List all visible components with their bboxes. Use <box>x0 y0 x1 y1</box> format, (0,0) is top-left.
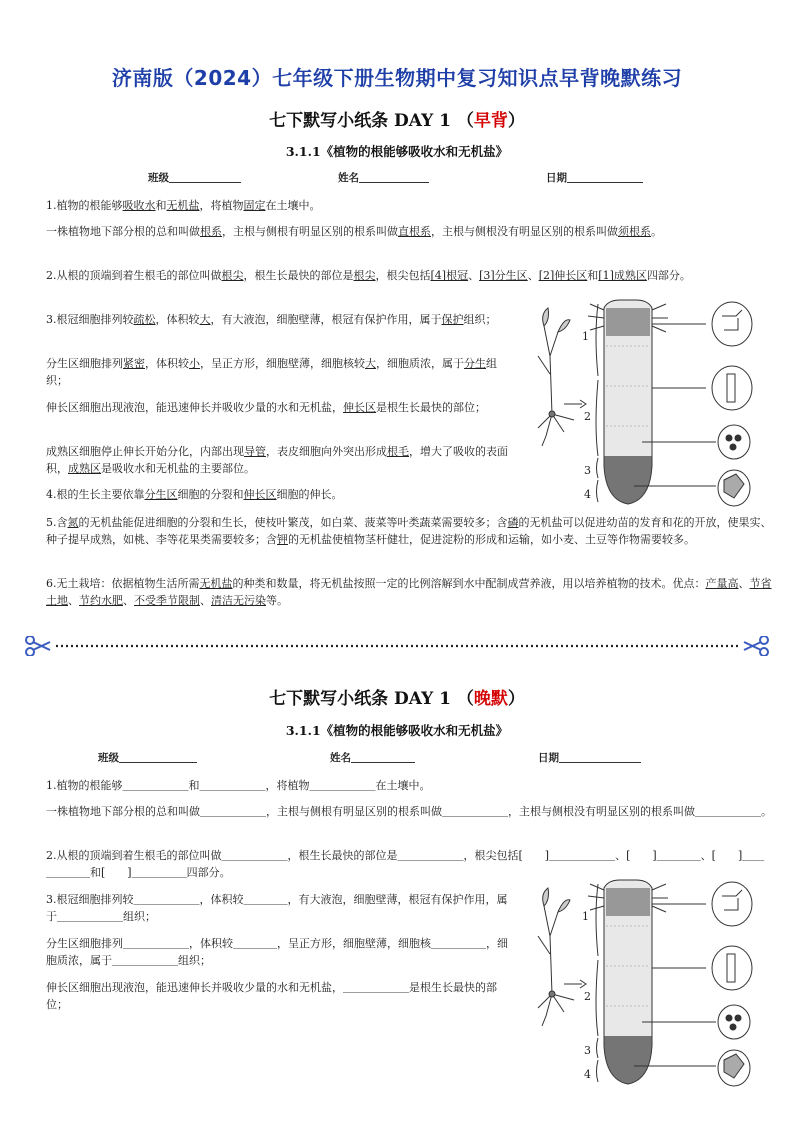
answer-text: 产量高 <box>705 577 739 590</box>
top-p5 <box>46 355 508 389</box>
answer-text: 导管 <box>244 445 266 458</box>
bottom-q4[interactable]: 3.根冠细胞排列较＿＿＿＿＿＿，体积较＿＿＿＿，有大液泡，细胞壁薄，根冠有保护作用，属于＿＿＿＿＿＿组织； <box>46 893 508 923</box>
fig-label-3: 3 <box>584 1044 591 1057</box>
bottom-date-field[interactable]: 日期 <box>538 750 559 765</box>
answer-text: 直根系 <box>398 225 431 238</box>
plain-text: 是吸收水和无机盐的主要部位。 <box>101 462 255 475</box>
plain-text: 的种类和数量，将无机盐按照一定的比例溶解到水中配制成营养液，用以培养植物的技术。优点： <box>232 577 706 590</box>
plain-text: 等。 <box>266 594 288 607</box>
answer-text: 磷 <box>507 516 519 529</box>
answer-text: [1]成熟区 <box>598 269 647 282</box>
answer-text: 伸长区 <box>343 401 376 414</box>
plain-text: 4.根的生长主要依靠 <box>46 488 145 501</box>
seedling-icon <box>538 308 574 446</box>
top-date-field[interactable]: 日期 <box>546 170 567 185</box>
root-tip-figure-top <box>524 296 776 510</box>
answer-text: 成熟区 <box>68 462 101 475</box>
plain-text: 和 <box>587 269 599 282</box>
plain-text: ，表皮细胞向外突出形成 <box>266 445 387 458</box>
top-p3 <box>46 267 772 284</box>
cell-detail-icons <box>712 302 752 506</box>
region-brackets <box>596 304 598 502</box>
answer-text: 伸长区 <box>243 488 277 501</box>
plain-text: ，将植物 <box>199 199 244 212</box>
top-subtitle: 3.1.1《植物的根能够吸收水和无机盐》 <box>285 144 509 159</box>
bottom-subtitle: 3.1.1《植物的根能够吸收水和无机盐》 <box>285 723 509 738</box>
plain-text: 、 <box>68 594 79 607</box>
answer-text: [2]伸长区 <box>538 269 588 282</box>
root-tip-body <box>588 300 668 504</box>
top-section-title <box>0 106 794 131</box>
plain-text: 、 <box>200 594 211 607</box>
answer-text: 吸收水 <box>122 199 156 212</box>
plain-text: ，根生长最快的部位是 <box>243 269 354 282</box>
plain-text: 和 <box>155 199 167 212</box>
seedling-icon <box>538 888 574 1026</box>
top-p10 <box>46 575 772 609</box>
answer-text: 固定 <box>243 199 266 212</box>
bottom-q5[interactable]: 分生区细胞排列＿＿＿＿＿＿，体积较＿＿＿＿，呈正方形，细胞壁薄，细胞核＿＿＿＿＿，细胞质浓，属于＿＿＿＿＿＿组织； <box>46 937 508 967</box>
plain-text: 的无机盐可以促进幼苗的发育和花的开放，使果实、种子提早成熟，如桃、李等花果类需要较多；含 <box>46 516 772 546</box>
fig-label-1: 1 <box>582 330 589 343</box>
plain-text: 是根生长最快的部位； <box>376 401 486 414</box>
plain-text: ，有大液泡，细胞壁薄，根冠有保护作用，属于 <box>210 313 442 326</box>
top-p6 <box>46 399 508 416</box>
top-title-suffix: ） <box>507 111 525 131</box>
fig-label-4: 4 <box>584 1068 591 1081</box>
plain-text: 伸长区细胞出现液泡，能迅速伸长并吸收少量的水和无机盐， <box>46 401 343 414</box>
bottom-q3[interactable]: 2.从根的顶端到着生根毛的部位叫做＿＿＿＿＿＿，根生长最快的部位是＿＿＿＿＿＿，根尖包括[ ]＿＿＿＿＿＿、[ ]＿＿＿＿、[ ]＿＿＿＿＿＿和[ ]＿＿＿＿＿四部分。 <box>46 849 765 879</box>
answer-text: 无机盐 <box>199 577 233 590</box>
plain-text: 1.植物的根能够 <box>46 199 123 212</box>
plain-text: 5.含 <box>46 516 68 529</box>
root-tip-body <box>588 880 668 1084</box>
answer-text: 根毛 <box>387 445 409 458</box>
fig-label-2: 2 <box>584 410 591 423</box>
answer-text: 不受季节限制 <box>134 594 200 607</box>
answer-text: 疏松 <box>133 313 156 326</box>
plain-text: ，体积较 <box>145 357 189 370</box>
plain-text: 、 <box>123 594 134 607</box>
answer-text: 分生区 <box>144 488 178 501</box>
plain-text: ，主根与侧根没有明显区别的根系叫做 <box>431 225 618 238</box>
plain-text: 的无机盐使植物茎杆健壮，促进淀粉的形成和运输，如小麦、土豆等作物需要较多。 <box>288 533 695 546</box>
bottom-class-field[interactable]: 班级 <box>98 750 119 765</box>
plain-text: 3.根冠细胞排列较 <box>46 313 134 326</box>
top-p7 <box>46 443 508 477</box>
answer-text: 紧密 <box>123 357 145 370</box>
answer-text: 钾 <box>277 533 288 546</box>
plain-text: 、 <box>738 577 750 590</box>
fig-label-2: 2 <box>584 990 591 1003</box>
answer-text: 根尖 <box>353 269 376 282</box>
plain-text: ，根尖包括 <box>375 269 431 282</box>
top-p2 <box>46 223 772 240</box>
cell-detail-icons <box>712 882 752 1086</box>
plain-text: 成熟区细胞停止伸长开始分化，内部出现 <box>46 445 244 458</box>
bottom-q6[interactable]: 伸长区细胞出现液泡，能迅速伸长并吸收少量的水和无机盐，＿＿＿＿＿＿是根生长最快的部位； <box>46 981 497 1011</box>
bottom-title-prefix: 七下默写小纸条 DAY 1 （ <box>269 689 474 709</box>
plain-text: 组织； <box>46 357 497 387</box>
bottom-section-title <box>0 684 794 709</box>
answer-text: 根尖 <box>221 269 244 282</box>
scissors-icon-right <box>744 636 768 656</box>
answer-text: 保护 <box>441 313 464 326</box>
plain-text: 分生区细胞排列 <box>46 357 123 370</box>
answer-text: 节约水肥 <box>79 594 123 607</box>
fig-label-3: 3 <box>584 464 591 477</box>
plain-text: 6.无土栽培：依据植物生活所需 <box>46 577 200 590</box>
plain-text: 在土壤中。 <box>265 199 321 212</box>
plain-text: ，呈正方形，细胞壁薄，细胞核较 <box>200 357 365 370</box>
plain-text: ，增大了吸收的表面积， <box>46 445 508 475</box>
bottom-name-field[interactable]: 姓名 <box>330 750 351 765</box>
plain-text: 。 <box>651 225 662 238</box>
plain-text: ，体积较 <box>155 313 200 326</box>
bottom-q2[interactable]: 一株植物地下部分根的总和叫做＿＿＿＿＿＿，主根与侧根有明显区别的根系叫做＿＿＿＿＿＿，主根与侧根没有明显区别的根系叫做＿＿＿＿＿＿。 <box>46 805 772 818</box>
plain-text: 、 <box>468 269 480 282</box>
bottom-title-suffix: ） <box>507 689 525 709</box>
top-p4 <box>46 311 508 328</box>
top-title-prefix: 七下默写小纸条 DAY 1 （ <box>269 111 474 131</box>
plain-text: 一株植物地下部分根的总和叫做 <box>46 225 200 238</box>
scissors-icon-left <box>26 636 50 656</box>
answer-text: 清洁无污染 <box>211 594 266 607</box>
answer-text: 须根系 <box>618 225 651 238</box>
answer-text: 小 <box>189 357 200 370</box>
top-name-field[interactable]: 姓名 <box>338 170 359 185</box>
answer-text: 节省土地 <box>46 577 772 607</box>
plain-text: 、 <box>527 269 539 282</box>
root-tip-figure-bottom <box>524 876 776 1090</box>
top-class-field[interactable]: 班级 <box>148 170 169 185</box>
cut-line <box>22 636 772 656</box>
answer-text: 分生 <box>464 357 486 370</box>
plain-text: 细胞的分裂和 <box>177 488 244 501</box>
top-title-mode: 早背 <box>473 111 508 131</box>
bottom-q1[interactable]: 1.植物的根能够＿＿＿＿＿＿和＿＿＿＿＿＿，将植物＿＿＿＿＿＿在土壤中。 <box>46 779 431 792</box>
top-p9 <box>46 514 772 548</box>
plain-text: 2.从根的顶端到着生根毛的部位叫做 <box>46 269 222 282</box>
plain-text: ，细胞质浓，属于 <box>376 357 464 370</box>
plain-text: 的无机盐能促进细胞的分裂和生长，使枝叶繁茂，如白菜、菠菜等叶类蔬菜需要较多；含 <box>78 516 508 529</box>
plain-text: 细胞的伸长。 <box>276 488 343 501</box>
plain-text: ，主根与侧根有明显区别的根系叫做 <box>222 225 398 238</box>
answer-text: 大 <box>365 357 376 370</box>
top-p1 <box>46 197 772 214</box>
region-brackets <box>596 884 598 1082</box>
answer-text: [3]分生区 <box>479 269 528 282</box>
fig-label-1: 1 <box>582 910 589 923</box>
top-p8 <box>46 486 508 503</box>
answer-text: 无机盐 <box>166 199 200 212</box>
page-title: 济南版（2024）七年级下册生物期中复习知识点早背晚默练习 <box>111 66 683 90</box>
answer-text: [4]根冠 <box>430 269 469 282</box>
plain-text: 四部分。 <box>646 269 691 282</box>
answer-text: 根系 <box>200 225 222 238</box>
fig-label-4: 4 <box>584 488 591 501</box>
answer-text: 氮 <box>67 516 79 529</box>
bottom-title-mode: 晚默 <box>473 689 508 709</box>
answer-text: 大 <box>199 313 211 326</box>
plain-text: 组织； <box>463 313 497 326</box>
